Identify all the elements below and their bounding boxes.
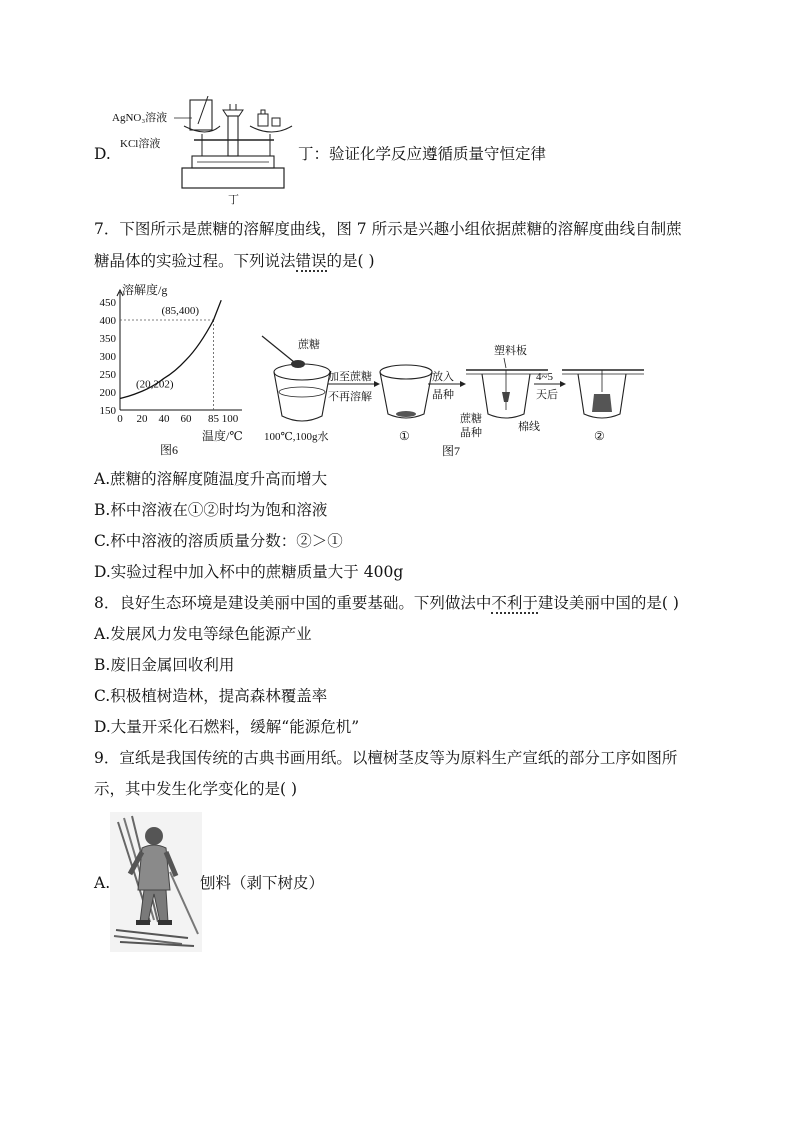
q9-option-a-text: 刨料（剥下树皮）	[200, 874, 325, 892]
q7-line2-pre: 糖晶体的实验过程。下列说法	[94, 252, 296, 270]
fig7-step2-bottom: 晶种	[432, 389, 454, 401]
fig6-caption: 图6	[160, 443, 179, 457]
option-d-letter: D.	[94, 145, 111, 163]
q8-stem-pre: 8．良好生态环境是建设美丽中国的重要基础。下列做法中	[94, 594, 492, 612]
x-tick-label: 40	[158, 413, 170, 425]
x-tick-label: 85	[208, 413, 219, 425]
solubility-chart	[92, 282, 252, 458]
fig7-board: 塑料板	[494, 345, 527, 357]
fig7-thread: 棉线	[518, 421, 540, 433]
q8-option-d: D.大量开采化石燃料，缓解“能源危机”	[94, 718, 360, 736]
worker-illustration	[110, 812, 202, 952]
label-ding: 丁	[228, 194, 239, 206]
q7-line1: 7．下图所示是蔗糖的溶解度曲线，图 7 所示是兴趣小组依据蔗糖的溶解度曲线自制蔗	[94, 220, 682, 238]
fig7-sugar: 蔗糖	[298, 339, 320, 351]
fig7-step1-bottom: 不再溶解	[328, 391, 372, 403]
y-tick-label: 450	[99, 297, 116, 309]
balance-figure	[112, 96, 307, 206]
fig7-seed-1: 蔗糖	[460, 413, 482, 425]
q8-stem-post: 建设美丽中国的是( )	[537, 594, 679, 612]
annotation-point-1: (20,202)	[136, 378, 174, 391]
fig7-beaker-label: 100℃,100g水	[264, 431, 329, 443]
y-tick-label: 400	[99, 315, 116, 327]
chart-xlabel: 温度/℃	[202, 429, 243, 443]
experiment-figure	[256, 330, 656, 460]
fig7-step3-top: 4~5	[536, 371, 553, 383]
x-tick-label: 20	[136, 413, 148, 425]
fig7-step2-top: 放入	[432, 371, 454, 383]
y-tick-label: 200	[99, 387, 116, 399]
q7-emphasis: 错误	[295, 252, 327, 270]
y-tick-label: 250	[99, 369, 116, 381]
x-tick-label: 60	[180, 413, 192, 425]
q9-option-a-letter: A.	[94, 874, 111, 892]
fig7-seed-2: 晶种	[460, 427, 482, 439]
x-tick-label: 0	[117, 413, 123, 425]
q7-line2	[94, 251, 375, 271]
q9-line2: 示，其中发生化学变化的是( )	[94, 780, 298, 798]
q8-emphasis: 不利于	[491, 594, 538, 612]
y-tick-label: 300	[99, 351, 116, 363]
x-tick-label: 100	[221, 413, 239, 425]
fig7-step3-bottom: 天后	[536, 389, 558, 401]
q8-option-b: B.废旧金属回收利用	[94, 656, 235, 674]
label-kcl: KCl溶液	[120, 138, 161, 150]
q8-stem	[94, 593, 679, 613]
q7-option-c: C.杯中溶液的溶质质量分数：②＞①	[94, 532, 343, 550]
y-tick-label: 150	[99, 405, 116, 417]
q7-option-b: B.杯中溶液在①②时均为饱和溶液	[94, 501, 328, 519]
label-agno3: AgNO₃溶液	[112, 112, 168, 124]
fig7-circle1: ①	[399, 429, 410, 443]
q7-line2-post: 的是( )	[326, 252, 375, 270]
fig7-circle2: ②	[594, 429, 605, 443]
fig7-step1-top: 加至蔗糖	[328, 371, 372, 383]
option-d-caption: 丁：验证化学反应遵循质量守恒定律	[298, 145, 547, 163]
chart-ylabel: 溶解度/g	[122, 283, 168, 297]
q8-option-a: A.发展风力发电等绿色能源产业	[94, 625, 312, 643]
q8-option-c: C.积极植树造林，提高森林覆盖率	[94, 687, 328, 705]
q7-option-a: A.蔗糖的溶解度随温度升高而增大	[94, 470, 328, 488]
q9-line1: 9．宣纸是我国传统的古典书画用纸。以檀树茎皮等为原料生产宣纸的部分工序如图所	[94, 749, 678, 767]
annotation-point-2: (85,400)	[161, 305, 200, 317]
y-tick-label: 350	[99, 333, 116, 345]
fig7-caption: 图7	[442, 444, 461, 458]
q7-option-d: D.实验过程中加入杯中的蔗糖质量大于 400g	[94, 563, 404, 581]
